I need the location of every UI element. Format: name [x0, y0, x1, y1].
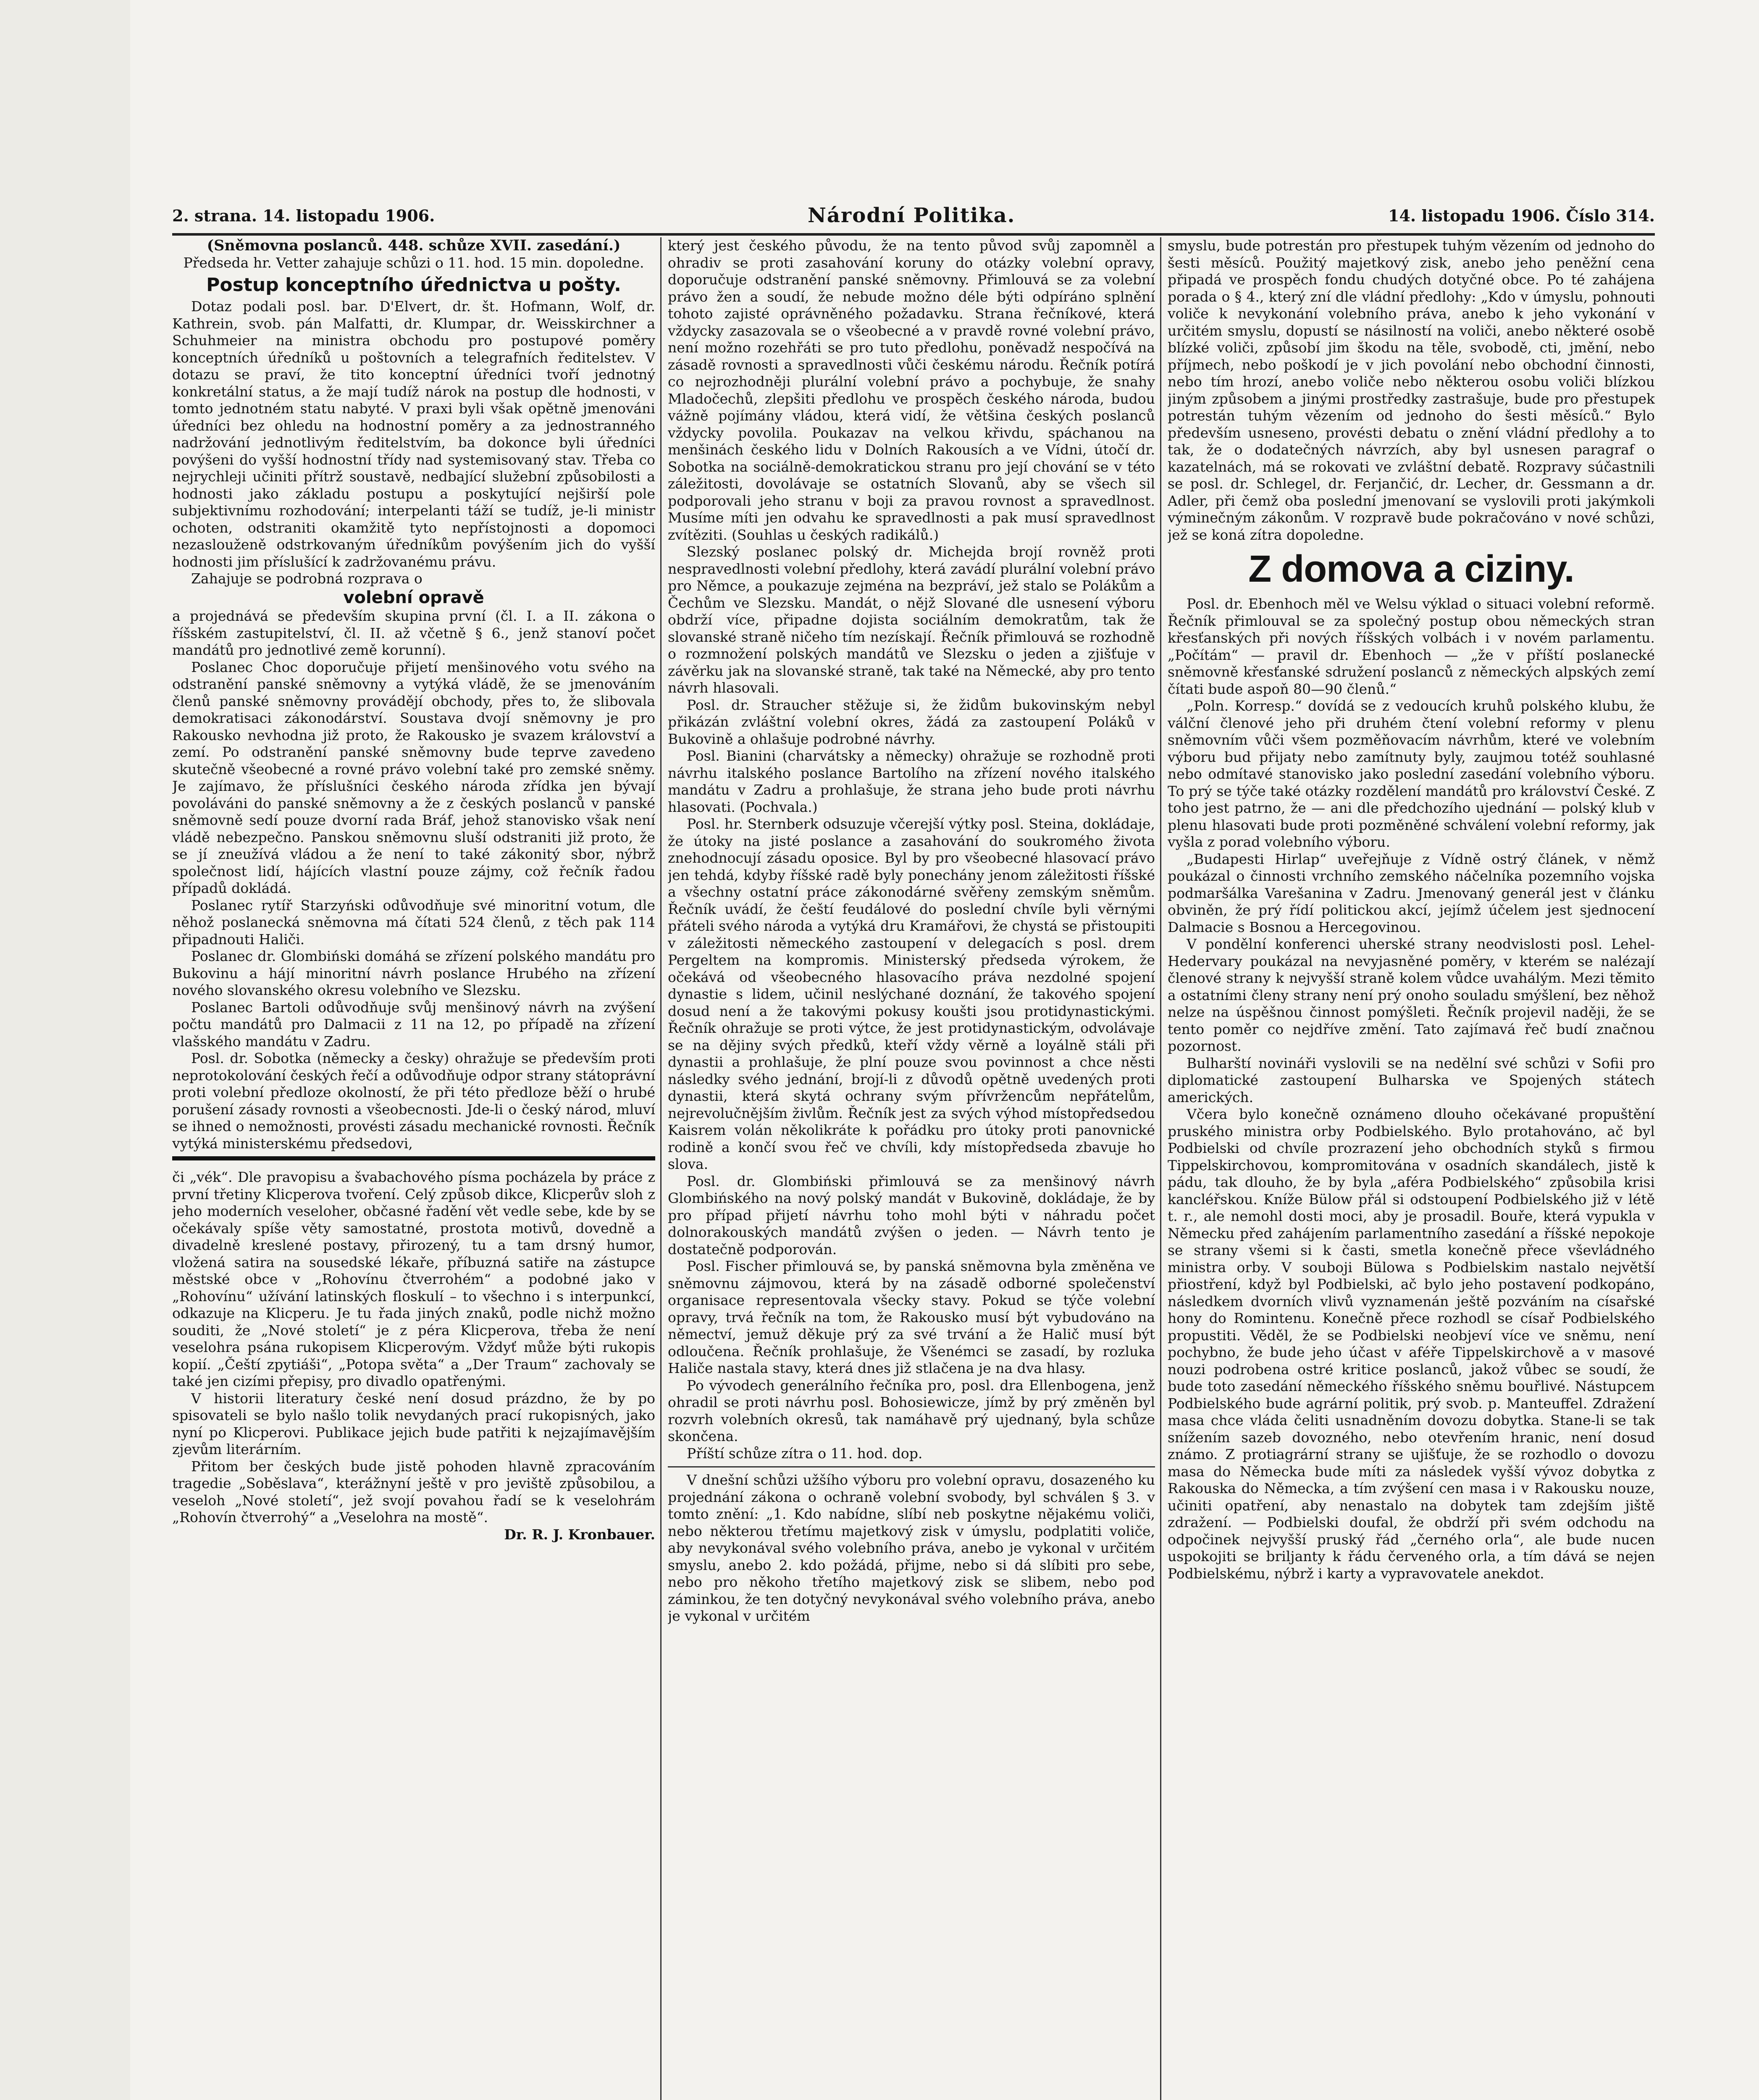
- column-2: [668, 237, 1155, 2100]
- paragraph: Poslanec Bartoli odůvodňuje svůj menšinový návrh na zvýšení počtu mandátů pro Dalmacii z 11 na 12, po případě na zřízení vlašského mandátu v Zadru.: [172, 999, 655, 1050]
- paragraph: „Poln. Korresp.“ dovídá se z vedoucích kruhů polského klubu, že válční členové jeho při druhém čtení volební reformy v plenu sněmovním vůči všem pozměňovacím návrhům, které ve volebním výboru bud přijaty nebo zamítnuty byly, zaujmou totéž souhlasné nebo odmítavé stanovisko jako poslední zasedání volebního výboru. To prý se týče také otázky rozdělení mandátů pro království České. Z toho jest patrno, že — ani dle předchozího ujednání — polský klub v plenu hlasovati bude proti pozměněné schválení volební reformy, jak vyšla z porad volebního výboru.: [1168, 698, 1655, 850]
- feuilleton-paragraph: Přitom ber českých bude jistě pohoden hlavně zpracováním tragedie „Soběslava“, kterážnyní ještě v pro jeviště způsobilou, a veseloh „Nové století“, jež svojí povahou řadí se k veselohrám „Rohovín čtverrohý“ a „Veselohra na mostě“.: [172, 1458, 655, 1525]
- feuilleton-paragraph: či „vék“. Dle pravopisu a švabachového písma pocházela by práce z první třetiny Klicperova tvoření. Celý způsob dikce, Klicperův sloh z jeho moderních veseloher, občasné řadění vět vedle sebe, kde by se očekávaly spíše věty samostatné, prostota motivů, dovedně a divadelně kreslené postavy, přirozený, tu a tam drsný humor, vložená satira na sousedské lékaře, příbuzná satiře na zástupce městské obce v „Rohovínu čtverrohém“ a podobné jako v „Rohovínu“ užívání latinských floskulí – to všechno i s interpunkcí, odkazuje na Klicperu. Je tu řada jiných znaků, podle nichž možno souditi, že „Nové století“ je z péra Klicperova, třeba že není veselohra psána rukopisem Klicperovým. Vždyť může býti rukopis kopií. „Čeští zpytiáši“, „Potopa světa“ a „Der Traum“ zachovaly se také jen cizími přepisy, pro divadlo opatřenými.: [172, 1169, 655, 1389]
- paragraph: Dotaz podali posl. bar. D'Elvert, dr. št. Hofmann, Wolf, dr. Kathrein, svob. pán Malfatti, dr. Klumpar, dr. Weisskirchner a Schuhmeier na ministra obchodu pro postupové poměry konceptních úředníků u poštovních a telegrafních ředitelstev. V dotazu se praví, že tito konceptní úředníci tvoří jednotný konkretální status, a že mají tudíž nárok na postup dle hodnosti, v tomto jednotném statu nabyté. V praxi byli však opětně jmenováni úředníci bez ohledu na hodnostní poměry a za jednostranného nadržování jednotlivým ředitelstvím, ba dokonce byli úředníci povýšeni do vyšší hodnostní třídy nad systemisovaný stav. Třeba co nejrychleji učiniti přítrž soustavě, nedbající služební způsobilosti a hodnosti jako základu postupu a poskytující nejširší pole subjektivnímu rozhodování; interpelanti táží se tudíž, je-li ministr ochoten, odstraniti okamžitě tyto nepřístojnosti a dopomoci nezaslouženě odstrkovaným úředníkům povýšením jich do vyšší hodnosti jim příslušící k zadržovanému právu.: [172, 298, 655, 570]
- paragraph: který jest českého původu, že na tento původ svůj zapomněl a ohradiv se proti zasahování koruny do otázky volební opravy, doporučuje odstranění panské sněmovny. Přimlouvá se za volební právo žen a soudí, že nebude možno déle býti odpíráno splnění tohoto zajisté oprávněného požadavku. Strana řečníkové, která vždycky zasazovala se o všeobecné a v pravdě rovné volební právo, není možno rozehřáti se pro tuto předlohu, poněvadž nespočívá na zásadě rovnosti a spravedlnosti vůči českému národu. Řečník potírá co nejrozhodněji plurální volební právo a pochybuje, že snahy Mladočechů, zlepšiti předlohu ve prospěch českého národa, budou vážně pojímány vládou, která vidí, že většina českých poslanců vždycky povolila. Poukazav na velkou křivdu, spáchanou na menšinách českého lidu v Dolních Rakousích a ve Vídni, útočí dr. Sobotka na sociálně-demokratickou stranu pro její chování se v této záležitosti, dovolávaje se ostatních Slovanů, aby se všech sil podporovali jeho stranu v boji za pravou rovnost a spravedlnost. Musíme míti jen odvahu ke spravedlnosti a pak musí spravedlnost zvítěziti. (Souhlas u českých radikálů.): [668, 237, 1155, 543]
- paragraph: Poslanec dr. Glombiński domáhá se zřízení polského mandátu pro Bukovinu a hájí minoritní návrh poslance Hrubého na zřízení nového slovanského okresu volebního ve Slezsku.: [172, 948, 655, 998]
- paragraph: „Budapesti Hirlap“ uveřejňuje z Vídně ostrý článek, v němž poukázal o činnosti vrchního zemského náčelníka pozemního vojska podmaršálka Varešanina v Zadru. Jmenovaný generál jest v článku obviněn, že prý řídí politickou akcí, jejímž účelem jest sjednocení Dalmacie s Bosnou a Hercegovinou.: [1168, 850, 1655, 935]
- paragraph: V pondělní konferenci uherské strany neodvislosti posl. Lehel-Hedervary poukázal na nevyjasněné poměry, v kterém se nalézají členové strany k nejvyšší straně kolem vůdce uvahálým. Mezi těmito a ostatními členy strany není prý onoho souladu smýšlení, bez něhož nelze na úspěšnou činnost pomýšleti. Řečník projevil naději, že se tento poměr co nejdříve změní. Tato zajímavá řeč budí značnou pozornost.: [1168, 936, 1655, 1054]
- paragraph: Posl. dr. Ebenhoch měl ve Welsu výklad o situaci volební reformě. Řečník přimlouval se za společný postup obou německých stran křesťanských při nových říšských volbách i v novém parlamentu. „Počítám“ — pravil dr. Ebenhoch — „že v příští poslanecké sněmovně křesťanské sdružení poslanců z německých alpských zemí čítati bude aspoň 80—90 členů.“: [1168, 596, 1655, 697]
- paragraph: Zahajuje se podrobná rozprava o: [191, 570, 423, 587]
- paragraph: Posl. dr. Sobotka (německy a česky) ohražuje se především proti neprotokolování českých řečí a odůvodňuje odpor strany státoprávní proti volební předloze okolností, že při této předloze běží o hrubé porušení zásady rovnosti a všeobecnosti. Jde-li o český národ, mluví se ihned o nemožnosti, provésti zásadu mechanické rovnosti. Řečník vytýká ministerskému předsedovi,: [172, 1050, 655, 1152]
- section-heading: volební opravě: [343, 588, 484, 607]
- paragraph: Poslanec Choc doporučuje přijetí menšinového votu svého na odstranění panské sněmovny a vytýká vládě, že se jmenováním členů panské sněmovny provádějí obchody, přes to, že slibovala demokratisaci zákonodárství. Soustava dvojí sněmovny je pro Rakousko nevhodna již proto, že Rakousko je svazem království a zemí. Po odstranění panské sněmovny bude teprve zavedeno skutečně všeobecné a rovné právo volební také pro zemské sněmy. Je zajímavo, že příslušníci českého národa zřídka jen bývají povoláváni do panské sněmovny a že z českých poslanců v panské sněmovně sedí pouze dvorní rada Bráf, jehož stanovisko však není vládě nebezpečno. Panskou sněmovnu sluší odstraniti již proto, že se jí zneužívá vládou a že není to také zákonitý sbor, nýbrž společnost lidí, hájících vlastní pouze zájmy, což řečník řadou případů dokládá.: [172, 659, 655, 896]
- paragraph: Včera bylo konečně oznámeno dlouho očekávané propuštění pruského ministra orby Podbielského. Bylo protahováno, ač byl Podbielski od chvíle prozrazení jeho obchodních styků s firmou Tippelskirchovou, kompromitována v osadních skandálech, jistě k pádu, tak dlouho, že by byla „aféra Podbielského“ způsobila krisi kancléřskou. Kníže Bülow přál si odstoupení Podbielského již v létě t. r., ale nemohl dosti moci, aby je prosadil. Bouře, která vypukla v Německu před zahájením parlamentního zasedání a říšské nepokoje se strany všemi si k časti, smetla konečně přece vševládného ministra orby. V souboji Bülowa s Podbielskim nastalo největší přiostření, když byl Podbielski, ač bylo jeho postavení podkopáno, následkem dvorních vlivů vyznamenán ještě pozváním na císařské hony do Romintenu. Konečně přece rozhodl se císař Podbielského propustiti. Věděl, že se Podbielski neobjeví více ve sněmu, není pochybno, že bude jeho účast v aféře Tippelskirchově a v masové nouzi podrobena ostré kritice poslanců, jakož vůbec se soudí, že bude toto zasedání německého říšského sněmu bouřlivé. Nástupcem Podbielského bude agrární politik, prý svob. p. Manteuffel. Zdražení masa chce vláda čeliti usnadněním dovozu dobytka. Stane-li se tak snížením sazeb dovozného, nebo otevřením hranic, není dosud známo. Z protiagrární strany se ujišťuje, že se rozhodlo o dovozu masa do Německa bude míti za následek vyšší vývoz dobytka z Rakouska do Německa, a tím zvýšení cen masa i v Rakousku nouze, učiniti opatření, aby nenastalo na dobytek tam zdejším jiště zdražení. — Podbielski doufal, že obdrží při svém odchodu na odpočinek nejvyšší pruský řád „černého orla“, ale bude nucen uspokojiti se briljanty k řádu červeného orla, a tím dává se nejen Podbielskému, nýbrž i karty a vypravovatele anekdot.: [1168, 1106, 1655, 1582]
- session-heading: (Sněmovna poslanců. 448. schůze XVII. zasedání.): [207, 237, 621, 254]
- paragraph: Slezský poslanec polský dr. Michejda brojí rovněž proti nespravedlnosti volební předlohy, která zavádí plurální volební právo pro Němce, a poukazuje zejména na bezpráví, jež stalo se Polákům a Čechům ve Slezsku. Mandát, o nějž Slované dle usnesení výboru obdrží více, připadne dojista sociálním demokratům, tak že slovanské straně ničeho tím nezískají. Řečník přimlouvá se rozhodně o rozmnožení polských mandátů ve Slezsku o jeden a zjišťuje v závěrku jak na slovanské straně, tak také na Německé, aby pro tento návrh hlasovali.: [668, 543, 1155, 696]
- header-date-left: 2. strana. 14. listopadu 1906.: [172, 206, 435, 225]
- paragraph: V dnešní schůzi užšího výboru pro volební opravu, dosazeného ku projednání zákona o ochraně volební svobody, byl schválen § 3. v tomto znění: „1. Kdo nabídne, slíbí neb poskytne nějakému voliči, nebo některou třetímu majetkový zisk v úmyslu, podplatiti voliče, aby nevykonával svého volebního práva, anebo je vykonal v určitém smyslu, anebo 2. kdo požádá, přijme, nebo si dá slíbiti pro sebe, nebo pro někoho třetího majetkový zisk se slibem, nebo pod záminkou, že ten dotyčný nevykonával svého volebního práva, anebo je vykonal v určitém: [668, 1472, 1155, 1624]
- paragraph: Příští schůze zítra o 11. hod. dop.: [687, 1445, 923, 1462]
- paragraph: Posl. Fischer přimlouvá se, by panská sněmovna byla změněna ve sněmovnu zájmovou, která by na zásadě odborné společenství organisace representovala všecky stavy. Pokud se týče volební opravy, trvá řečník na tom, že Rakousko musí být vybudováno na němectví, jemuž děkuje prý za své trvání a že Halič musí být odloučena. Řečník prohlašuje, že Všenémci se zasadí, by rozluka Haliče nastala stavy, která dnes již stlačena je na dva hlasy.: [668, 1258, 1155, 1376]
- paragraph: Posl. dr. Glombiński přimlouvá se za menšinový návrh Glombińského na nový polský mandát v Bukovině, dokládaje, že by pro případ přijetí návrhu toho mohl býti v náhradu počet dolnorakouských mandátů zvýšen o jeden. — Návrh tento je dostatečně podporován.: [668, 1173, 1155, 1257]
- column-divider: [1160, 237, 1161, 2100]
- author-signature: Dr. R. J. Kronbauer.: [504, 1526, 655, 1543]
- column-divider: [660, 237, 662, 2100]
- article-heading: Postup konceptního úřednictva u pošty.: [206, 274, 621, 296]
- paragraph: Posl. dr. Straucher stěžuje si, že židům bukovinským nebyl přikázán zvláštní volební okres, žádá za zastoupení Poláků v Bukovině a ohlašuje podrobné návrhy.: [668, 696, 1155, 747]
- paragraph: Posl. Bianini (charvátsky a německy) ohražuje se rozhodně proti návrhu italského poslance Bartolího na zřízení nového italského mandátu v Zadru a prohlašuje, že strana jeho bude proti návrhu hlasovati. (Pochvala.): [668, 748, 1155, 815]
- feuilleton-paragraph: V historii literatury české není dosud prázdno, že by po spisovateli se bylo našlo tolik nevydaných prací rukopisných, jako nyní po Klicperovi. Publikace jejich bude patřiti k nejzajímavějším zjevům literárním.: [172, 1390, 655, 1457]
- column-3: [1168, 237, 1655, 2100]
- paragraph: a projednává se především skupina první (čl. I. a II. zákona o říšském zastupitelství, čl. II. až včetně § 6., jenž stanoví počet mandátů pro jednotlivé země korunní).: [172, 608, 655, 658]
- header-rule: [172, 233, 1655, 236]
- feuilleton-divider: [172, 1156, 655, 1160]
- header-date-right: 14. listopadu 1906. Číslo 314.: [1388, 206, 1655, 225]
- paragraph: Poslanec rytíř Starzyński odůvodňuje své minoritní votum, dle něhož poslanecká sněmovna má čítati 524 členů, z těch pak 114 připadnouti Haliči.: [172, 897, 655, 948]
- paragraph: Bulharští novináři vyslovili se na nedělní své schůzi v Sofii pro diplomatické zastoupení Bulharska ve Spojených státech amerických.: [1168, 1055, 1655, 1105]
- newspaper-title: Národní Politika.: [807, 204, 1016, 227]
- section-divider: [668, 1466, 1155, 1467]
- paragraph: Posl. hr. Sternberk odsuzuje včerejší výtky posl. Steina, dokládaje, že útoky na jisté poslance a zasahování do soukromého života znehodnocují zásadu oposice. Byl by pro všeobecné hlasovací právo jen tehdá, kdyby říšské radě byly ponechány jenom záležitosti říšské a všechny ostatní práce zákonodárné svěřeny zemským sněmům. Řečník uvádí, že čeští feudálové do poslední chvíle byli věrnými přáteli svého národa a vytýká dru Kramářovi, že chystá se přistoupiti v záležitosti německého zastoupení v delegacích s posl. drem Pergeltem na kompromis. Ministerský předseda výrokem, že očekává od všeobecného hlasovacího práva nezdolné spojení dynastie s lidem, učinil neslýchané doznání, že takového spojení dosud není a že takovými pokusy koušti jsou protidynastickými. Řečník ohražuje se proti výtce, že jest protidynastickým, odvolávaje se na dějiny svých předků, kteří vždy věrně a loyálně stáli při dynastii a prohlašuje, že plní pouze svou povinnost a chce něsti následky svého jednání, brojí-li z důvodů opětně uvedených proti dynastii, která skytá ochrany svým přívržencům nepřátelům, nejrevolučnějším živlům. Řečník jest za svých výhod místopředsedou Kaisrem volán několikráte k pořádku pro útoky proti panovnické rodině a končí svou řeč ve chvíli, kdy místopředseda zbavuje ho slova.: [668, 816, 1155, 1172]
- column-1: [172, 237, 655, 2100]
- section-title: Z domova a ciziny.: [1248, 548, 1574, 590]
- page-header: [172, 201, 1655, 230]
- paragraph: Po vývodech generálního řečníka pro, posl. dra Ellenbogena, jenž ohradil se proti návrhu posl. Bohosiewicze, jímž by prý změněn byl rozvrh volebních okresů, tak namáhavě prý ujednaný, byla schůze skončena.: [668, 1377, 1155, 1444]
- chair-line: Předseda hr. Vetter zahajuje schůzi o 11. hod. 15 min. dopoledne.: [183, 254, 644, 271]
- paragraph: smyslu, bude potrestán pro přestupek tuhým vězením od jednoho do šesti měsíců. Použitý majetkový zisk, anebo jeho peněžní cena připadá ve prospěch fondu chudých dotyčné obce. Po té zahájena porada o § 4., který zní dle vládní předlohy: „Kdo v úmyslu, pohnouti voliče k nevykonání volebního práva, anebo k jeho vykonání v určitém smyslu, dopustí se násilností na voliči, anebo některé osobě blízké voliči, způsobí jim škodu na těle, svobodě, cti, jmění, nebo příjmech, nebo poškodí je v jich povolání nebo obchodní činnosti, nebo tím hrozí, anebo voliče nebo některou osobu voliči blízkou jiným způsobem a jinými prostředky zastrašuje, bude pro přestupek potrestán tuhým vězením od jednoho do šesti měsíců.“ Bylo především usneseno, provésti debatu o znění vládní předlohy a to tak, že o dodatečných návrzích, aby byl usnesen paragraf o kazatelnách, má se rokovati ve zvláštní debatě. Rozpravy súčastnili se posl. dr. Schlegel, dr. Ferjančić, dr. Lecher, dr. Gessmann a dr. Adler, při čemž oba poslední jmenovaní se vyslovili proti jakýmkoli výminečným zákonům. V rozpravě bude pokračováno v nové schůzi, jež se koná zítra dopoledne.: [1168, 237, 1655, 543]
